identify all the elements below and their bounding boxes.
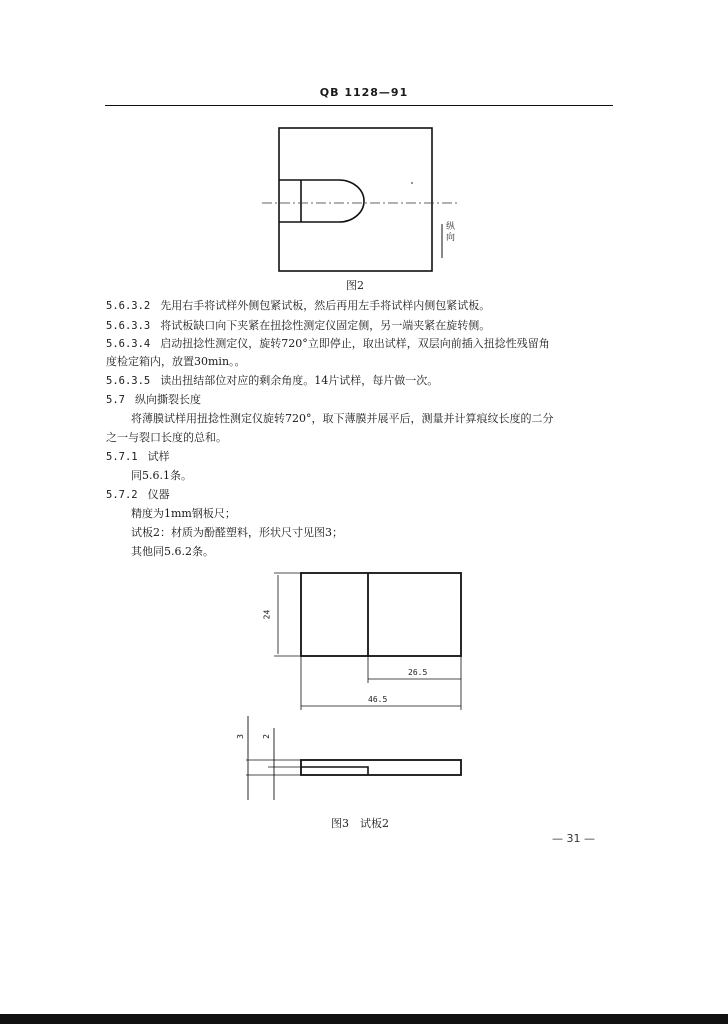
text-line: 将薄膜试样用扭捻性测定仪旋转720°，取下薄膜并展平后，测量并计算痕纹长度的二分	[131, 412, 554, 425]
text-line: 5.6.3.4 启动扭捻性测定仪，旋转720°立即停止，取出试样，双层向前插入扭捻性残留角	[106, 337, 550, 350]
dimension-side-b-label: 2	[261, 734, 271, 739]
scan-edge	[0, 1014, 728, 1024]
section-heading: 5.7 纵向撕裂长度	[106, 393, 201, 406]
direction-label: 纵向	[446, 222, 456, 243]
section-heading: 5.7.2 仪器	[106, 488, 170, 501]
dimension-partial-label: 26.5	[408, 668, 428, 677]
text-line: 精度为1mm钢板尺；	[131, 507, 236, 520]
text-line: 度检定箱内，放置30min。。	[106, 355, 246, 368]
section-heading: 5.7.1 试样	[106, 450, 170, 463]
dimension-total-label: 46.5	[368, 695, 388, 704]
text-line: 之一与裂口长度的总和。	[106, 431, 227, 444]
plate-top-view	[301, 573, 461, 656]
figure-3-caption: 图3 试板2	[331, 817, 389, 830]
text-line: 5.6.3.5 读出扭结部位对应的剩余角度。14片试样，每片做一次。	[106, 374, 439, 387]
standard-code: QB 1128—91	[319, 86, 409, 99]
dimension-height-label: 24	[262, 609, 272, 620]
text-line: 其他同5.6.2条。	[131, 545, 214, 558]
text-line: 试板2：材质为酚醛塑料，形状尺寸见图3；	[131, 526, 343, 539]
text-line: 5.6.3.3 将试板缺口向下夹紧在扭捻性测定仪固定侧，另一端夹紧在旋转侧。	[106, 319, 491, 332]
figure-2-caption: 图2	[346, 279, 364, 292]
side-step-line	[301, 767, 368, 775]
page-number: — 31 —	[552, 832, 595, 845]
dimension-side-a-label: 3	[235, 734, 245, 739]
text-line: 同5.6.1条。	[131, 469, 192, 482]
text-line: 5.6.3.2 先用右手将试样外侧包紧试板，然后再用左手将试样内侧包紧试板。	[106, 299, 491, 312]
